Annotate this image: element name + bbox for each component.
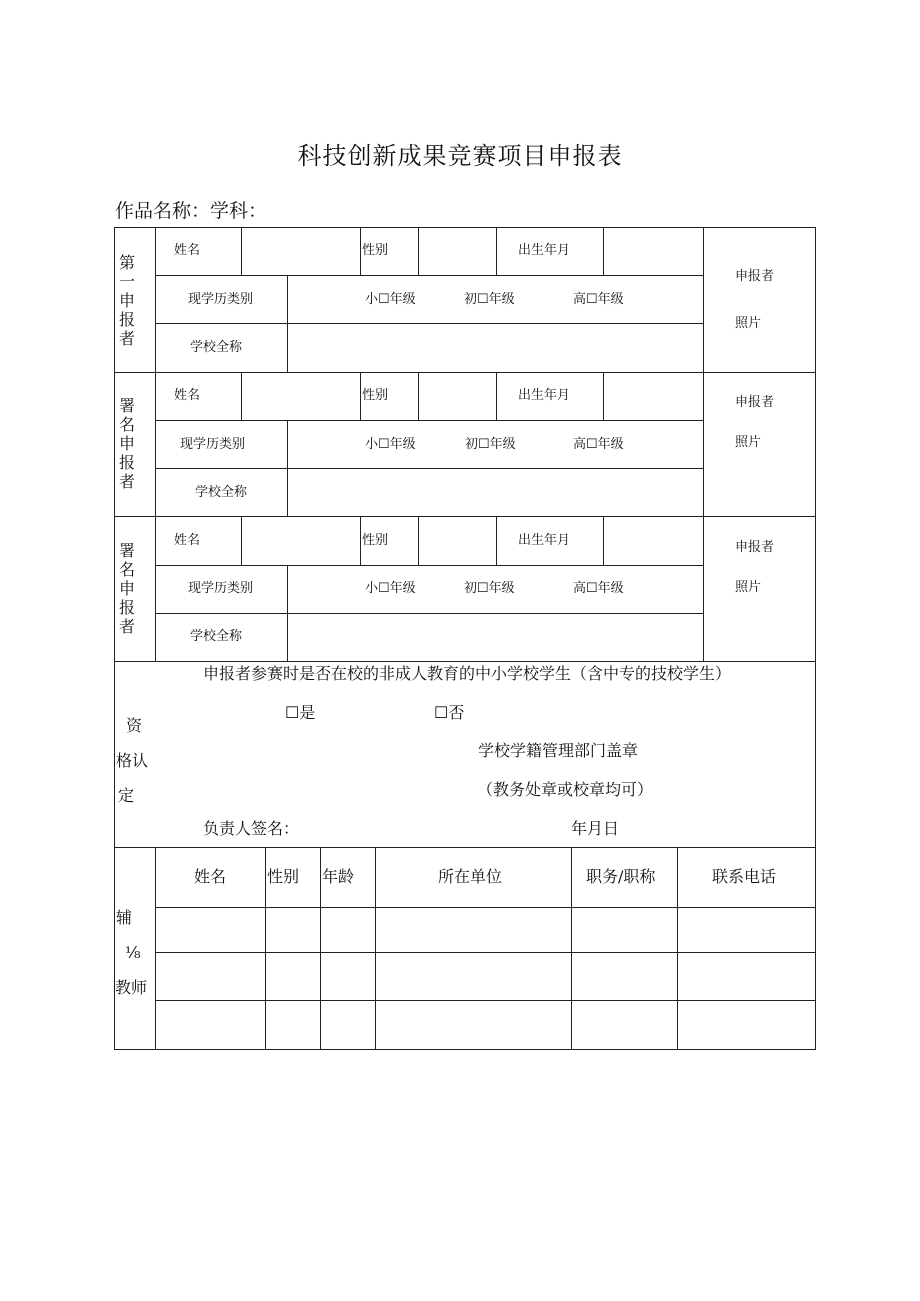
form-title: 科技创新成果竞赛项目申报表 xyxy=(297,142,623,170)
name-label: 姓名 xyxy=(174,243,201,258)
name-label: 姓名 xyxy=(174,533,201,548)
gender-label: 性别 xyxy=(362,388,389,403)
header-name: 姓名 xyxy=(194,867,227,886)
qualification-label-2: 格认 xyxy=(116,751,149,770)
school-label: 学校全称 xyxy=(190,340,243,355)
senior-option[interactable]: 高☐年级 xyxy=(573,437,624,452)
junior-option[interactable]: 初☐年级 xyxy=(464,581,515,596)
photo-label: 申报者 xyxy=(735,540,775,555)
primary-option[interactable]: 小☐年级 xyxy=(365,581,416,596)
school-label: 学校全称 xyxy=(190,629,243,644)
date-label: 年月日 xyxy=(571,819,620,838)
primary-option[interactable]: 小☐年级 xyxy=(365,437,416,452)
edu-label: 现学历类别 xyxy=(188,292,254,307)
senior-option[interactable]: 高☐年级 xyxy=(573,581,624,596)
header-gender: 性别 xyxy=(267,867,300,886)
name-label: 姓名 xyxy=(174,388,201,403)
qualification-label-1: 资 xyxy=(126,716,143,735)
junior-option[interactable]: 初☐年级 xyxy=(465,437,516,452)
photo-label-2: 照片 xyxy=(735,316,762,331)
header-phone: 联系电话 xyxy=(712,867,777,886)
photo-label: 申报者 xyxy=(735,395,775,410)
edu-label: 现学历类别 xyxy=(188,581,254,596)
section-label: 署 名 申 报 者 xyxy=(118,396,135,491)
yes-checkbox[interactable]: ☐是 xyxy=(285,703,316,722)
photo-label-2: 照片 xyxy=(735,580,762,595)
gender-label: 性别 xyxy=(362,533,389,548)
qualification-question: 申报者参赛时是否在校的非成人教育的中小学校学生（含中专的技校学生） xyxy=(203,664,732,683)
section-label: 署 名 申 报 者 xyxy=(118,541,135,636)
birth-label: 出生年月 xyxy=(518,388,571,403)
teacher-label-3: 教师 xyxy=(115,978,148,997)
photo-label: 申报者 xyxy=(735,269,775,284)
birth-label: 出生年月 xyxy=(518,243,571,258)
edu-label: 现学历类别 xyxy=(180,437,246,452)
junior-option[interactable]: 初☐年级 xyxy=(464,292,515,307)
header-title: 职务/职称 xyxy=(586,867,656,886)
senior-option[interactable]: 高☐年级 xyxy=(573,292,624,307)
primary-option[interactable]: 小☐年级 xyxy=(365,292,416,307)
birth-label: 出生年月 xyxy=(518,533,571,548)
qualification-label-3: 定 xyxy=(118,786,135,805)
teacher-label-2: ⅛ xyxy=(125,943,141,962)
no-checkbox[interactable]: ☐否 xyxy=(434,703,465,722)
teacher-label-1: 辅 xyxy=(116,908,133,927)
stamp-label: 学校学籍管理部门盖章 xyxy=(478,741,639,760)
work-name-subject-line: 作品名称：学科： xyxy=(115,200,268,222)
header-age: 年龄 xyxy=(322,867,355,886)
school-label: 学校全称 xyxy=(195,485,248,500)
stamp-note: （教务处章或校章均可） xyxy=(477,780,654,799)
photo-label-2: 照片 xyxy=(735,435,762,450)
section-label: 第 一 申 报 者 xyxy=(118,253,135,348)
signer-label: 负责人签名： xyxy=(203,819,300,838)
gender-label: 性别 xyxy=(362,243,389,258)
header-unit: 所在单位 xyxy=(438,867,503,886)
